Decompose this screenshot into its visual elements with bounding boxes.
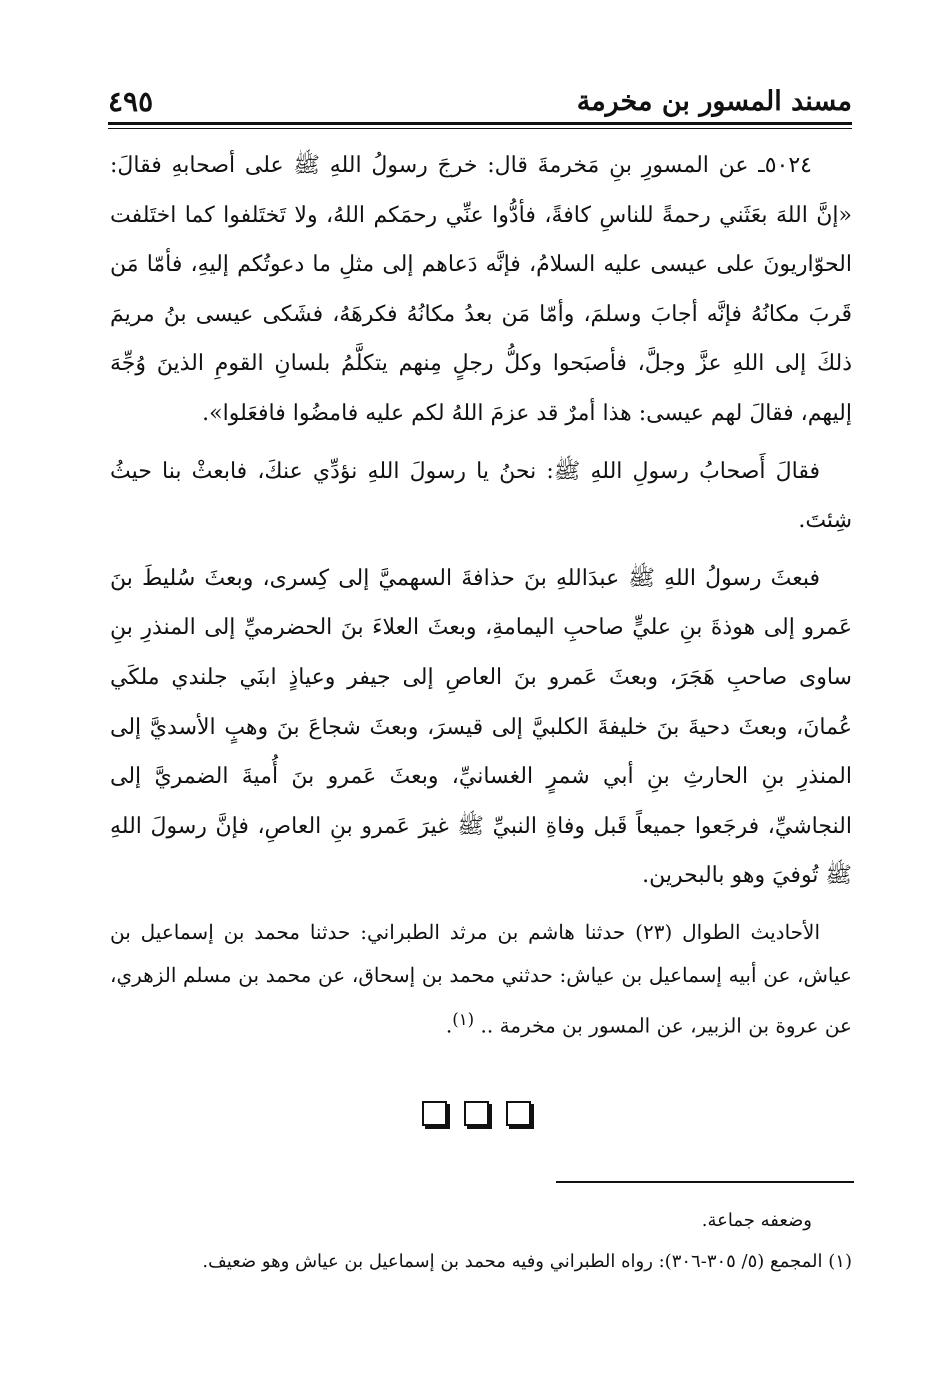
hadith-paragraph [110,141,852,439]
footnote-continuation: وضعفه جماعة. [701,1210,812,1231]
hadith-text: خرجَ رسولُ اللهِ ﷺ على أصحابهِ فقالَ: «إنَّ اللهَ بعَثَني رحمةً للناسِ كافةً، فأدُّوا عنِّي رحمَكم اللهُ، ولا تَختَلفوا كما اختَلفت الحوّاريونَ على عيسى عليه السلامُ، فإنَّه دَعاهم إلى مثلِ ما دعوتُكم إليهِ، فأمّا مَن قَربَ مكانُهُ فإنَّه أجابَ وسلمَ، وأمّا مَن بعدُ مكانُهُ فكرهَهُ، فشَكى عيسى بنُ مريمَ ذلكَ إلى اللهِ عزَّ وجلَّ، فأصبَحوا وكلُّ رجلٍ مِنهم يتكلَّمُ بلسانِ القومِ الذينَ وُجِّهَ إليهم، فقالَ لهم عيسى: هذا أمرٌ قد عزمَ اللهُ لكم عليه فامضُوا فافعَلوا». [110,153,852,426]
running-title: مسند المسور بن مخرمة [576,86,852,117]
hadith-number-intro: ٥٠٢٤ـ عن المسورِ بنِ مَخرمةَ قال: [487,153,812,178]
section-separator [0,1101,952,1126]
footnote-rule [556,1181,854,1183]
isnad-text: الأحاديث الطوال (٢٣) حدثنا هاشم بن مرثد الطبراني: حدثنا محمد بن إسماعيل بن عياش، عن أبيه إسماعيل بن عياش: حدثني محمد بن إسحاق، عن محمد بن مسلم الزهري، عن عروة بن الزبير، عن المسور بن مخرمة .. [110,919,852,1038]
footnote-reference: (١) [452,1009,475,1029]
square-ornament-icon [506,1101,531,1126]
companions-reply-paragraph: فقالَ أَصحابُ رسولِ اللهِ ﷺ: نحنُ يا رسولَ اللهِ نؤدِّي عنكَ، فابعثْ بنا حيثُ شِئتَ. [110,458,852,534]
page-header [108,82,852,120]
isnad-paragraph: الأحاديث الطوال (٢٣) حدثنا هاشم بن مرثد الطبراني: حدثنا محمد بن إسماعيل بن عياش، عن أبيه إسماعيل بن عياش: حدثني محمد بن إسحاق، عن محمد بن مسلم الزهري، عن عروة بن الزبير، عن المسور بن مخرمة .. $^{(١)}$. [110,919,852,1038]
main-text [110,141,852,1048]
header-rule-thin [108,128,852,129]
square-ornament-icon [464,1101,489,1126]
footnote-1: (١) المجمع (٥/ ٣٠٥-٣٠٦): رواه الطبراني وفيه محمد بن إسماعيل بن عياش وهو ضعيف. [202,1251,852,1272]
envoys-paragraph: فبعثَ رسولُ اللهِ ﷺ عبدَاللهِ بنَ حذافةَ السهميَّ إلى كِسرى، وبعثَ سُليطَ بنَ عَمرو إلى هوذةَ بنِ عليٍّ صاحبِ اليمامةِ، وبعثَ العلاءَ بنَ الحضرميِّ إلى المنذرِ بنِ ساوى صاحبِ هَجَرَ، وبعثَ عَمرو بنَ العاصِ إلى جيفر وعياذٍ ابنَي جلندي ملكَي عُمانَ، وبعثَ دحيةَ بنَ خليفةَ الكلبيَّ إلى قيسرَ، وبعثَ شجاعَ بنَ وهبٍ الأسديَّ إلى المنذرِ بنِ الحارثِ بنِ أبي شمرٍ الغسانيِّ، وبعثَ عَمرو بنَ أُميةَ الضمريَّ إلى النجاشيِّ، فرجَعوا جميعاً قَبل وفاةِ النبيِّ ﷺ غيرَ عَمرو بنِ العاصِ، فإنَّ رسولَ اللهِ ﷺ تُوفيَ وهو بالبحرين. [110,565,852,889]
square-ornament-icon [422,1101,447,1126]
page-number: ٤٩٥ [108,85,154,118]
footnotes [110,1200,852,1282]
header-rule-thick [108,122,852,125]
